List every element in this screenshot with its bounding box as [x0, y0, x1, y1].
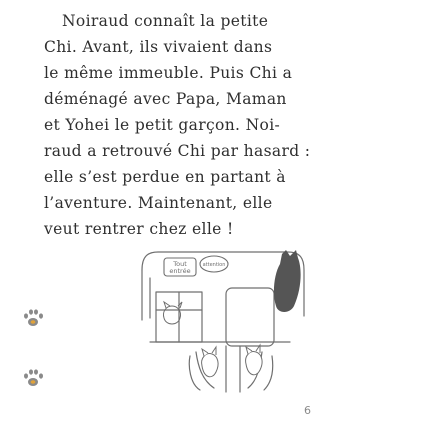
kitten-icon: [202, 347, 218, 377]
paw-print-icon: [20, 366, 46, 392]
cat-building-entrance-illustration: [130, 248, 310, 398]
story-line: et Yohei le petit garçon. Noi-: [44, 116, 281, 134]
story-line: elle s’est perdue en partant à: [44, 168, 286, 186]
story-line: veut rentrer chez elle !: [44, 220, 234, 238]
black-cat-icon: [274, 250, 301, 312]
page-number: 6: [304, 404, 311, 417]
story-line: l’aventure. Maintenant, elle: [44, 194, 273, 212]
caution-text: attention: [202, 262, 226, 268]
sign-text: Tout: [173, 260, 187, 268]
story-line: raud a retrouvé Chi par hasard :: [44, 142, 311, 160]
story-line: déménagé avec Papa, Maman: [44, 90, 287, 108]
story-line: Noiraud connaît la petite: [62, 12, 269, 30]
paw-print-icon: [20, 306, 46, 332]
story-line: Chi. Avant, ils vivaient dans: [44, 38, 273, 56]
story-line: le même immeuble. Puis Chi a: [44, 64, 293, 82]
sign-text: entrée: [169, 267, 191, 275]
kitten-icon: [246, 345, 262, 375]
